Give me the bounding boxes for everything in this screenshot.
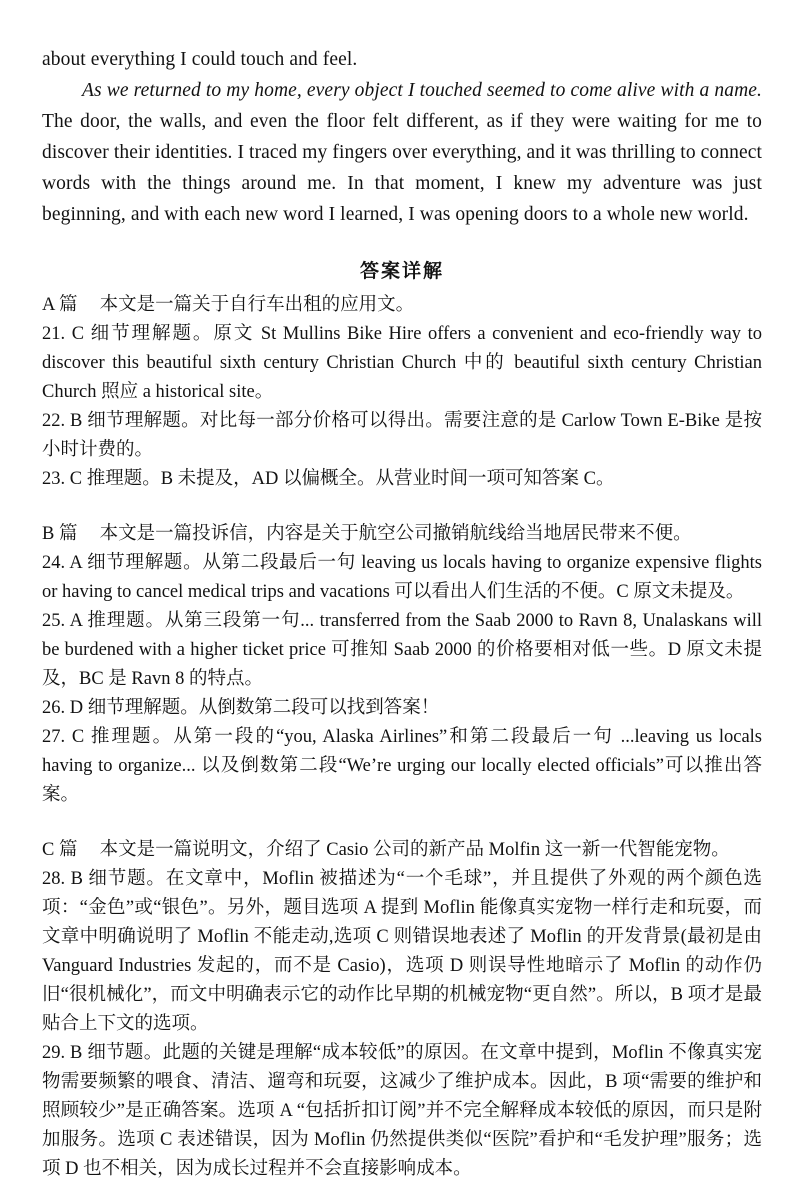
passage-regular-text: The door, the walls, and even the floor felt different, as if they were waiting for me to discover their identities. I traced my fingers over everything, and it was thrilling to connect words with the things around me. In that moment, I knew my adventure was just beginning, and with each new word I learned, I was opening doors to a whole new world. [42, 111, 762, 225]
passage-italic-sentence: As we returned to my home, every object I touched seemed to come alive with a name. [82, 80, 762, 101]
section-b-summary: 本文是一篇投诉信，内容是关于航空公司撤销航线给当地居民带来不便。 [99, 524, 692, 544]
answer-item-21: 21. C 细节理解题。原文 St Mullins Bike Hire offers a convenient and eco-friendly way to discover this beautiful sixth century Christian Church 中的 beautiful sixth century Christian Church 照应 a historical site。 [42, 324, 762, 402]
section-b-label: B 篇 [42, 524, 78, 544]
answer-item-24: 24. A 细节理解题。从第二段最后一句 leaving us locals having to organize expensive flights or having to cancel medical trips and vacations 可以看出人们生活的不便。C 原文未提及。 [42, 553, 762, 602]
section-c-summary: 本文是一篇说明文，介绍了 Casio 公司的新产品 Molfin 这一新一代智能宠物。 [99, 840, 730, 860]
answer-item-25: 25. A 推理题。从第三段第一句... transferred from the Saab 2000 to Ravn 8, Unalaskans will be burdened with a higher ticket price 可推知 Saab 2000 的价格要相对低一些。D 原文未提及，BC 是 Ravn 8 的特点。 [42, 611, 762, 689]
section-c-label: C 篇 [42, 840, 78, 860]
answer-item-26: 26. D 细节理解题。从倒数第二段可以找到答案！ [42, 698, 440, 718]
passage-continuation-line: about everything I could touch and feel. [42, 49, 358, 70]
section-c-intro [42, 836, 762, 865]
answer-key-heading: 答案详解 [359, 261, 444, 282]
answer-item-27: 27. C 推理题。从第一段的“you, Alaska Airlines”和第二段最后一句 ...leaving us locals having to organize... 以及倒数第二段“We’re urging our locally elected officials”可以推出答案。 [42, 727, 762, 805]
section-c [42, 836, 762, 1184]
answer-item-29: 29. B 细节题。此题的关键是理解“成本较低”的原因。在文章中提到，Moflin 不像真实宠物需要频繁的喂食、清洁、遛弯和玩耍，这减少了维护成本。因此，B 项“需要的维护和照顾较少”是正确答案。选项 A “包括折扣订阅”并不完全解释成本较低的原因，而只是附加服务。选项 C 表述错误，因为 Moflin 仍然提供类似“医院”看护和“毛发护理”服务；选项 D 也不相关，因为成长过程并不会直接影响成本。 [42, 1043, 762, 1179]
section-a-summary: 本文是一篇关于自行车出租的应用文。 [99, 295, 415, 315]
answer-item-22: 22. B 细节理解题。对比每一部分价格可以得出。需要注意的是 Carlow Town E-Bike 是按小时计费的。 [42, 411, 762, 460]
section-b-intro [42, 520, 762, 549]
passage-paragraph [42, 75, 762, 230]
section-a-intro [42, 291, 762, 320]
answer-item-23: 23. C 推理题。B 未提及，AD 以偏概全。从营业时间一项可知答案 C。 [42, 469, 615, 489]
section-a [42, 291, 762, 494]
section-b [42, 520, 762, 810]
english-passage [42, 44, 762, 230]
section-a-label: A 篇 [42, 295, 78, 315]
answer-item-28: 28. B 细节题。在文章中，Moflin 被描述为“一个毛球”，并且提供了外观的两个颜色选项：“金色”或“银色”。另外，题目选项 A 提到 Moflin 能像真实宠物一样行走和玩耍，而文章中明确说明了 Moflin 不能走动,选项 C 则错误地表述了 Moflin 的开发背景(最初是由 Vanguard Industries 发起的，而不是 Casio)，选项 D 则误导性地暗示了 Moflin 的动作仍旧“很机械化”，而文中明确表示它的动作比早期的机械宠物“更自然”。所以，B 项才是最贴合上下文的选项。 [42, 869, 762, 1034]
